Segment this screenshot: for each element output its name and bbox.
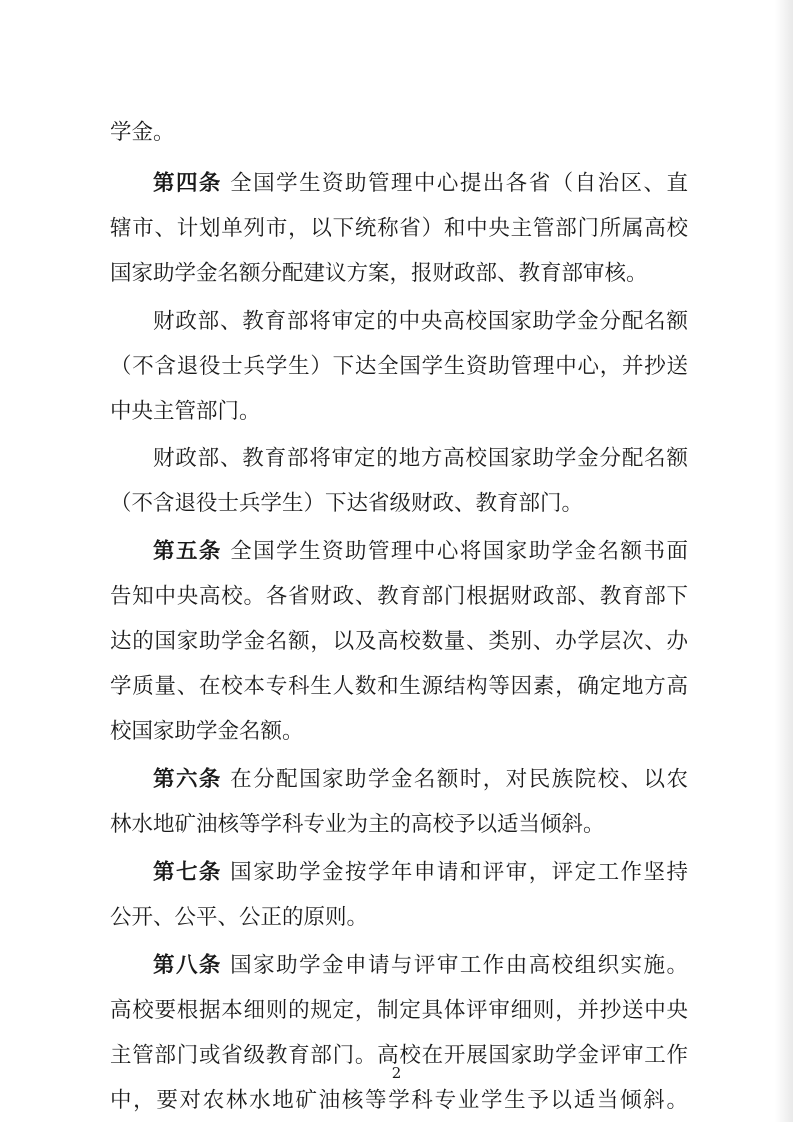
article-label: 第四条 [153,171,222,196]
text-span: 学质量、在校本专科生人数和生源结构等因素，确定地方高 [110,674,688,699]
article-6-heading-line [153,765,688,795]
text-span: 全国学生资助管理中心提出各省（自治区、直 [221,171,688,196]
text-line [110,996,688,1026]
text-line [110,810,688,840]
scan-edge-shadow [775,0,793,1122]
text-span: 达的国家助学金名额，以及高校数量、类别、办学层次、办 [110,629,688,654]
text-span: 国家助学金按学年申请和评审，评定工作坚持 [221,860,688,885]
text-span: 学金。 [110,120,175,145]
text-line [110,903,688,933]
article-4-heading-line [153,169,688,199]
text-line [110,717,688,747]
text-span: 国家助学金申请与评审工作由高校组织实施。 [221,953,688,978]
text-span: 全国学生资助管理中心将国家助学金名额书面 [221,539,688,564]
text-span: 财政部、教育部将审定的地方高校国家助学金分配名额 [153,446,688,471]
text-line [110,582,688,612]
text-span: 林水地矿油核等学科专业为主的高校予以适当倾斜。 [110,812,605,837]
text-span: 财政部、教育部将审定的中央高校国家助学金分配名额 [153,309,688,334]
text-line [110,214,688,244]
page-number: 2 [391,1064,402,1082]
text-span: 国家助学金名额分配建议方案，报财政部、教育部审核。 [110,261,648,286]
article-label: 第六条 [153,767,222,792]
article-8-heading-line [153,951,688,981]
text-line [110,489,688,519]
article-7-heading-line [153,858,688,888]
text-span: 中，要对农林水地矿油核等学科专业学生予以适当倾斜。 [110,1088,688,1113]
text-line [153,307,688,337]
text-line [153,444,688,474]
article-label: 第七条 [153,860,222,885]
text-span: （不含退役士兵学生）下达全国学生资助管理中心，并抄送 [110,354,688,379]
text-span: 高校要根据本细则的规定，制定具体评审细则，并抄送中央 [110,998,688,1023]
text-span: 辖市、计划单列市，以下统称省）和中央主管部门所属高校 [110,216,688,241]
article-label: 第五条 [153,539,222,564]
text-span: 告知中央高校。各省财政、教育部门根据财政部、教育部下 [110,584,688,609]
text-span: 公开、公平、公正的原则。 [110,905,369,930]
text-span: 在分配国家助学金名额时，对民族院校、以农 [221,767,688,792]
text-line [110,627,688,657]
text-span: 主管部门或省级教育部门。高校在开展国家助学金评审工作 [110,1043,688,1068]
text-line [110,352,688,382]
text-line [110,118,688,148]
text-line [110,259,688,289]
text-line [110,397,688,427]
text-span: 中央主管部门。 [110,399,261,424]
text-span: 校国家助学金名额。 [110,719,304,744]
text-line [110,1086,688,1116]
text-span: （不含退役士兵学生）下达省级财政、教育部门。 [110,491,584,516]
text-line [110,672,688,702]
article-5-heading-line [153,537,688,567]
article-label: 第八条 [153,953,222,978]
